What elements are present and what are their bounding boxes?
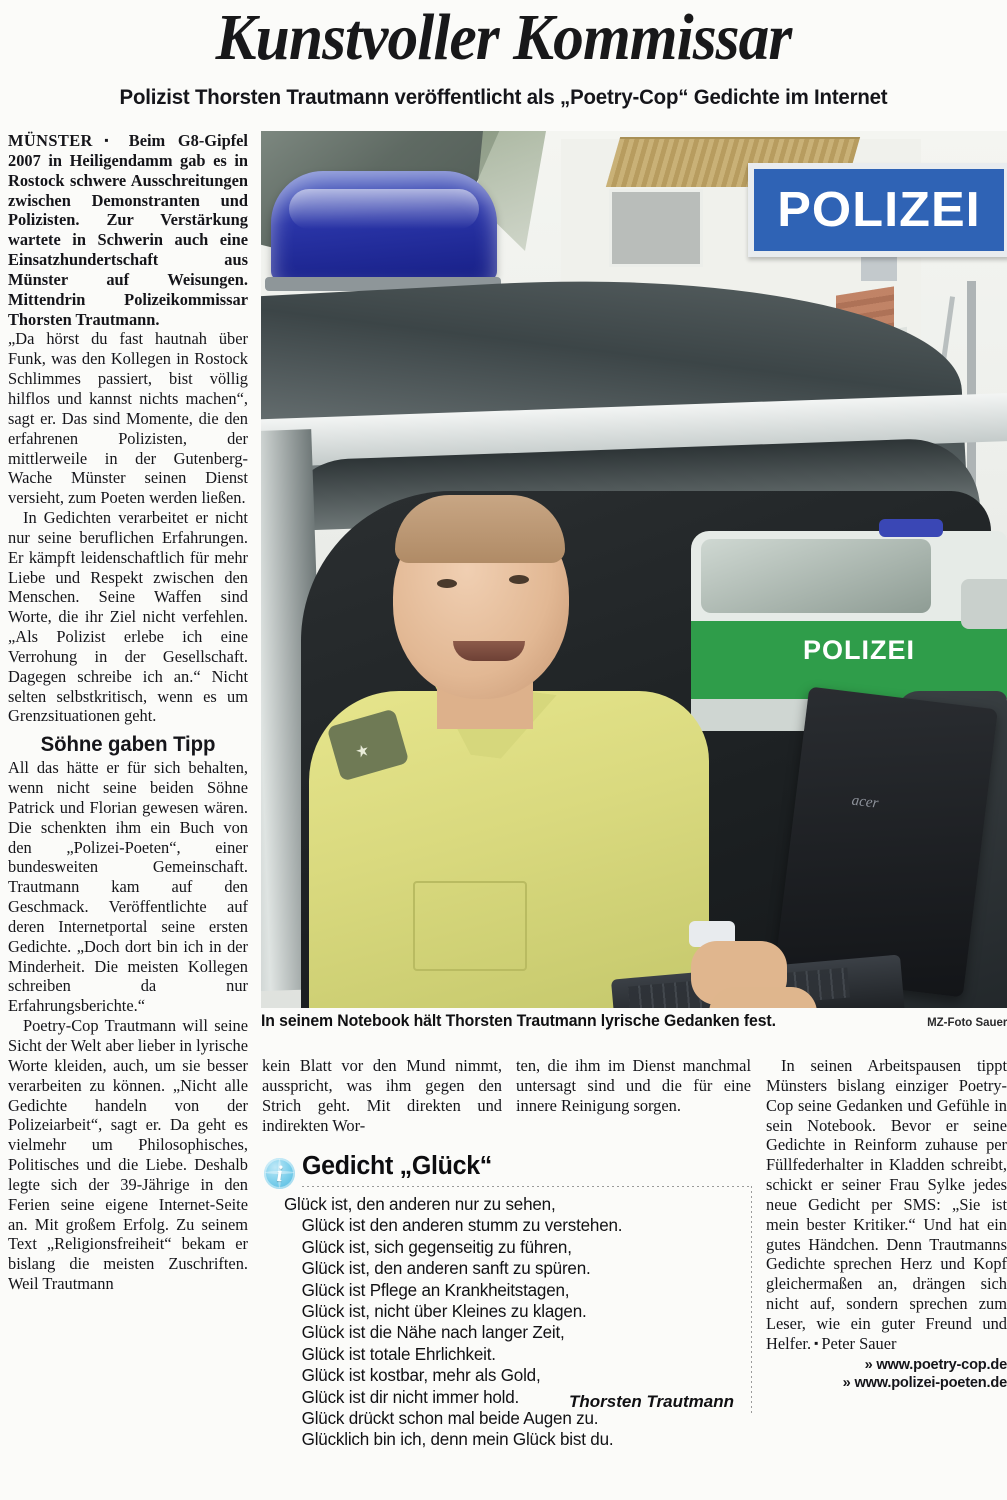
poem-line: Glück ist Pflege an Krankheitstagen, [301,1279,570,1300]
photo-polizei-sign [748,163,1007,257]
laptop-brand-label: acer [850,792,880,812]
paragraph-4: Poetry-Cop Trautmann will seine Sicht der Welt aber lieber in lyrische Worte kleiden, auch, um sie besser verarbeiten zu können. „Nicht alle Gedichte handeln von der Polizeiarbeit“, sagt er. Da geht es vielmehr um Philosophisches, Politisches und die Liebe. Deshalb legte sich der 39-Jährige in den Ferien seine eigene Internet-Seite an. Mit großem Erfolg. Zu seinem Text „Religionsfreiheit“ bekam er bislang die meisten Zuschriften. Weil Trautmann [8,1016,248,1294]
paragraph-4-continued-2: ten, die ihm im Dienst manchmal untersagt sind und die für eine innere Reinigung sorgen. [516,1056,751,1115]
poem-infobox [262,1152,752,1450]
photo-credit: MZ-Foto Sauer [926,1015,1007,1029]
photo-window [609,189,703,267]
paragraph-3: All das hätte er für sich behalten, wenn nicht seine beiden Söhne Patrick und Florian gewesen wären. Die schenkten ihm ein Buch von den „Polizei-Poeten“, einer bundesweiten Gemeinschaft. Trautmann kam auf den Geschmack. Veröffentlichte auf deren Internetportal seine ersten Gedichte. „Doch dort bin ich in der Minderheit. Die meisten Kollegen schreiben da nur Erfahrungsberichte.“ [8,758,248,1016]
photo-caption-bar [261,1012,1007,1038]
poem-line: Glück ist den anderen stumm zu verstehen. [301,1215,623,1236]
poem-line: Glück ist kostbar, mehr als Gold, [301,1365,541,1386]
paragraph-1: „Da hörst du fast hautnah über Funk, was den Kollegen in Rostock Schlimmes passiert, bist völlig hilflos und kannst nichts machen“, sagt er. Das sind Momente, die den erfahrenen Polizisten, der mittlerweile in der Gutenberg-Wache Münster seinen Dienst versieht, zum Poeten werden ließen. [8,329,248,508]
poem-line: Glück ist totale Ehrlichkeit. [301,1343,496,1364]
photo-officer-hand-lower [709,987,817,1008]
page-subtitle: Polizist Thorsten Trautmann veröffentlicht als „Poetry-Cop“ Gedichte im Internet [119,85,888,109]
photo-officer-eye-left [437,579,457,588]
photo-background-car-window [701,539,931,613]
page-title: Kunstvoller Kommissar [215,1,792,74]
lead-paragraph [8,131,248,329]
paragraph-5-text: In seinen Arbeitspausen tippt Münsters bislang einziger Poetry-Cop seine Gedanken und Gefühle in sein Notebook. Bevor er seine Gedichte in Reinform zuhause per Füllfederhalter in Kladden schreibt, schickt er seiner Frau Sylke jedes neue Gedicht per SMS: „Sie ist mein bester Kritiker.“ Und hat ein gutes Händchen. Denn Trautmanns Gedichte sprechen Herz und Kopf gleichermaßen an, drängen sich nicht auf, sondern sprechen zum Leser, wie ein guter Freund und Helfer. [766,1056,1007,1353]
poem-heading: Gedicht „Glück“ [302,1152,492,1180]
poem-line: Glück ist die Nähe nach langer Zeit, [301,1322,565,1343]
byline: Peter Sauer [821,1333,897,1353]
paragraph-5 [766,1056,1007,1354]
photo-officer-eye-right [509,575,529,584]
poem-box-right-border [751,1186,752,1414]
poem-line: Glück ist, den anderen nur zu sehen, [284,1194,556,1214]
article-column-mid [262,1056,502,1135]
paragraph-2: In Gedichten verarbeitet er nicht nur seine beruflichen Erfahrungen. Er kämpft leidenschaftlich für mehr Liebe und Respekt zwischen den Menschen. Seine Waffen sind Worte, die ihr Ziel nicht verfehlen. „Als Polizist erlebe ich eine Verrohung in der Gesellschaft. Dagegen schreibe ich an.“ Nicht selten selbstkritisch, wenn es um Grenzsituationen geht. [8,508,248,726]
poem-line: Glück drückt schon mal beide Augen zu. [301,1408,599,1429]
lead-text: Beim G8-Gipfel 2007 in Heiligendamm gab es in Rostock schwere Ausschreitungen zwischen Demonstranten und Polizisten. Zur Verstärkung wartete in Schwerin auch eine Einsatzhundertschaft aus Münster auf Weisungen. Mittendrin Polizeikommissar Thorsten Trautmann. [8,131,248,329]
photo-background-car-beacon [879,519,943,537]
article-column-mid2 [516,1056,751,1116]
poem-line: Glück ist, nicht über Kleines zu klagen. [301,1301,587,1322]
background-car-polizei-text: POLIZEI [803,635,916,665]
poem-line: Glücklich bin ich, denn mein Glück bist du. [301,1429,614,1450]
poem-line: Glück ist, den anderen sanft zu spüren. [301,1258,591,1279]
photo-laptop-screen [774,687,998,998]
poem-line: Glück ist, sich gegenseitig zu führen, [301,1236,572,1257]
info-globe-icon [264,1158,295,1189]
photo-officer-hair [395,495,565,563]
poem-line: Glück ist dir nicht immer hold. [301,1386,520,1407]
article-column-right [766,1056,1007,1392]
article-column-left [8,131,248,1294]
photo-side-mirror [961,579,1007,629]
paragraph-4-continued: kein Blatt vor den Mund nimmt, ausspricht, was ihm gegen den Strich geht. Mit direkten und indirekten Wor- [262,1056,502,1135]
dateline-separator: ▪ [92,133,129,147]
photo-shirt-pocket [413,881,527,971]
section-subtitle: Söhne gaben Tipp [40,733,216,757]
photo-blue-beacon-light [271,171,497,281]
poem-text [284,1194,734,1451]
photo-officer-smile [453,641,525,661]
article-photo [261,131,1007,1008]
link-polizei-poeten[interactable]: » www.polizei-poeten.de [842,1374,1007,1391]
polizei-sign-text: POLIZEI [777,183,981,237]
byline-separator: ▪ [811,1335,822,1350]
photo-caption: In seinem Notebook hält Thorsten Trautmann lyrische Gedanken fest. [261,1012,776,1030]
poem-author: Thorsten Trautmann [569,1392,734,1411]
poem-box-top-border [302,1186,752,1187]
globe-equator-line [265,1171,294,1174]
related-links [766,1356,1007,1392]
photo-sign-post [861,255,897,281]
link-poetry-cop[interactable]: » www.poetry-cop.de [864,1356,1007,1373]
dateline-city: MÜNSTER [8,131,93,150]
